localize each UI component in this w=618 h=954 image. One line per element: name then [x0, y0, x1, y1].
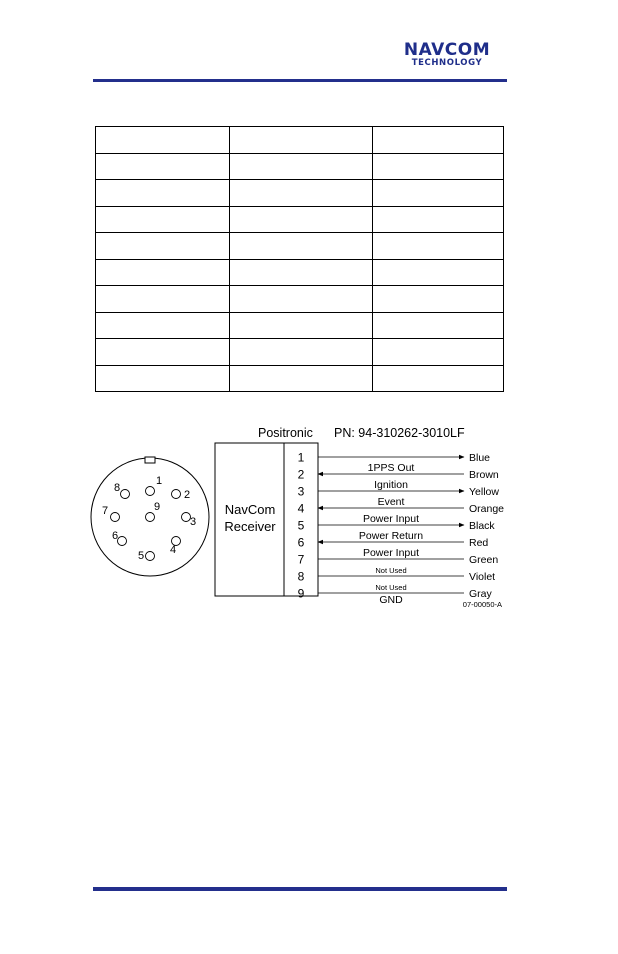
socket-number: 7 [102, 505, 109, 517]
connector-label: Positronic [258, 426, 313, 440]
signal-label: Ignition [374, 479, 408, 491]
wire-color-label: Green [469, 554, 499, 566]
socket-8 [121, 490, 130, 499]
socket-9 [146, 513, 155, 522]
socket-number: 5 [138, 550, 145, 562]
wire-color-label: Black [469, 520, 495, 532]
logo-subtitle: TECHNOLOGY [411, 58, 483, 68]
signal-label: Power Input [362, 513, 420, 525]
socket-number: 9 [154, 501, 161, 513]
receiver-label-line1: NavCom [224, 502, 276, 517]
socket-7 [111, 513, 120, 522]
pin-number: 4 [297, 501, 305, 516]
socket-number: 6 [112, 530, 119, 542]
wire-color-label: Blue [469, 452, 491, 464]
connector-face [91, 457, 209, 576]
wire-color-label: Orange [469, 503, 505, 515]
signal-label: Event [377, 496, 405, 508]
socket-number: 8 [114, 482, 121, 494]
wire-color-label: Gray [469, 588, 492, 600]
signal-label: 1PPS Out [367, 462, 415, 474]
socket-number: 4 [170, 544, 177, 556]
pin-number: 8 [297, 569, 305, 584]
signal-label: Not Used [375, 583, 407, 592]
logo-wordmark: NAVCOM [403, 40, 491, 60]
footer-rule [93, 887, 507, 891]
socket-2 [172, 490, 181, 499]
socket-number: 3 [190, 516, 197, 528]
wire-color-label: Red [469, 537, 489, 549]
part-number: PN: 94-310262-3010LF [334, 426, 465, 440]
signal-label: Power Input [362, 547, 420, 559]
socket-6 [118, 537, 127, 546]
wire-color-label: Yellow [469, 486, 499, 498]
socket-1 [146, 487, 155, 496]
wire-color-label: Violet [469, 571, 496, 583]
signal-label: Not Used [375, 566, 407, 575]
socket-number: 2 [184, 489, 191, 501]
pin-number: 6 [297, 535, 305, 550]
socket-5 [146, 552, 155, 561]
pin-number: 2 [297, 467, 305, 482]
ground-label: GND [379, 594, 403, 606]
pin-number: 5 [297, 518, 305, 533]
figure-id: 07-00050-A [462, 600, 502, 609]
socket-number: 1 [156, 475, 163, 487]
wire-color-label: Brown [469, 469, 499, 481]
connector-key [145, 457, 155, 463]
signal-label: Power Return [358, 530, 424, 542]
pin-number: 1 [297, 450, 305, 465]
receiver-label-line2: Receiver [224, 519, 276, 534]
pin-number: 3 [297, 484, 305, 499]
pin-number: 9 [297, 586, 305, 601]
pin-number: 7 [297, 552, 305, 567]
